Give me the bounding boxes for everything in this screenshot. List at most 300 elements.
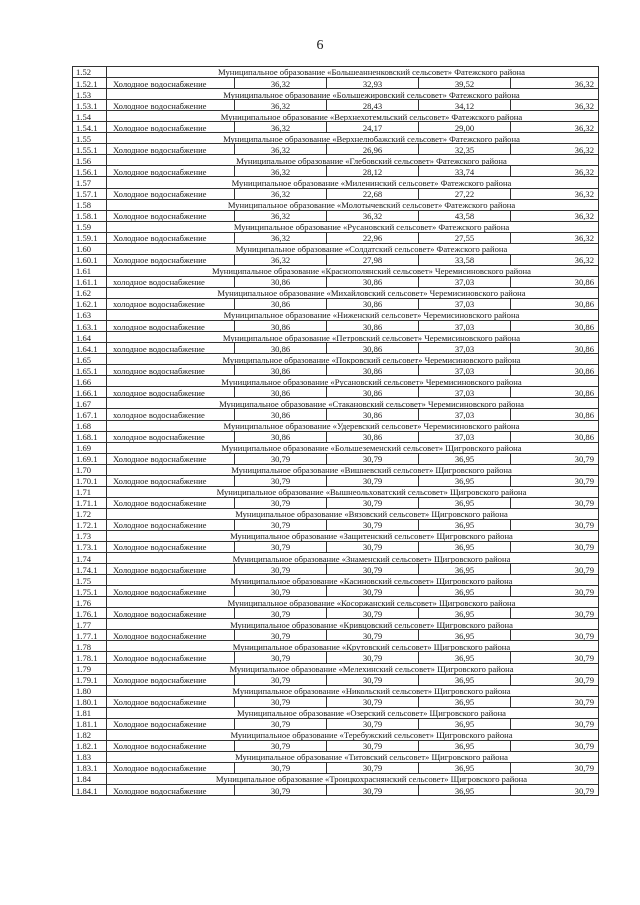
tariff-value: 36,32: [511, 232, 599, 243]
municipality-header-row: [73, 221, 599, 232]
service-label: Холодное водоснабжение: [107, 542, 235, 553]
municipality-title: Муниципальное образование «Стакановский сельсовет» Черемисиновского района: [107, 398, 599, 409]
tariff-value: 37,03: [419, 276, 511, 287]
tariff-value: 30,79: [511, 740, 599, 751]
tariff-value: 36,95: [419, 674, 511, 685]
tariff-value: 30,79: [327, 652, 419, 663]
section-number: 1.77: [73, 619, 107, 630]
service-label: Холодное водоснабжение: [107, 630, 235, 641]
municipality-header-row: [73, 597, 599, 608]
tariff-value: 30,79: [511, 542, 599, 553]
service-label: Холодное водоснабжение: [107, 453, 235, 464]
tariff-value: 36,95: [419, 652, 511, 663]
tariff-value: 30,79: [235, 785, 327, 796]
tariff-value: 30,86: [235, 365, 327, 376]
tariff-value: 30,79: [327, 718, 419, 729]
tariff-value: 30,79: [235, 674, 327, 685]
subsection-number: 1.76.1: [73, 608, 107, 619]
tariff-value: 32,93: [327, 78, 419, 89]
section-number: 1.52: [73, 67, 107, 78]
section-number: 1.80: [73, 685, 107, 696]
tariff-data-row: [73, 387, 599, 398]
tariff-data-row: [73, 762, 599, 773]
municipality-title: Муниципальное образование «Михайловский сельсовет» Черемисиновского района: [107, 287, 599, 298]
tariff-value: 30,79: [511, 497, 599, 508]
municipality-header-row: [73, 177, 599, 188]
tariff-value: 30,79: [327, 630, 419, 641]
tariff-value: 37,03: [419, 365, 511, 376]
service-label: Холодное водоснабжение: [107, 718, 235, 729]
municipality-title: Муниципальное образование «Мелехинский сельсовет» Щигровского района: [107, 663, 599, 674]
section-number: 1.79: [73, 663, 107, 674]
tariff-data-row: [73, 276, 599, 287]
tariff-value: 36,95: [419, 586, 511, 597]
tariff-value: 36,32: [511, 210, 599, 221]
tariff-value: 30,79: [235, 586, 327, 597]
section-number: 1.61: [73, 265, 107, 276]
tariff-value: 36,32: [235, 232, 327, 243]
tariff-value: 36,95: [419, 519, 511, 530]
tariff-value: 30,86: [235, 431, 327, 442]
tariff-data-row: [73, 740, 599, 751]
subsection-number: 1.57.1: [73, 188, 107, 199]
municipality-header-row: [73, 729, 599, 740]
tariff-data-row: [73, 453, 599, 464]
tariff-data-row: [73, 100, 599, 111]
service-label: Холодное водоснабжение: [107, 232, 235, 243]
municipality-header-row: [73, 486, 599, 497]
tariff-data-row: [73, 78, 599, 89]
tariff-value: 27,55: [419, 232, 511, 243]
service-label: Холодное водоснабжение: [107, 674, 235, 685]
service-label: Холодное водоснабжение: [107, 210, 235, 221]
service-label: холодное водоснабжение: [107, 409, 235, 420]
service-label: Холодное водоснабжение: [107, 122, 235, 133]
municipality-title: Муниципальное образование «Ниженский сельсовет» Черемисиновского района: [107, 310, 599, 321]
service-label: Холодное водоснабжение: [107, 188, 235, 199]
tariff-value: 30,79: [511, 718, 599, 729]
subsection-number: 1.84.1: [73, 785, 107, 796]
service-label: Холодное водоснабжение: [107, 762, 235, 773]
tariff-value: 28,12: [327, 166, 419, 177]
tariff-value: 36,95: [419, 718, 511, 729]
tariff-data-row: [73, 188, 599, 199]
municipality-header-row: [73, 575, 599, 586]
municipality-header-row: [73, 685, 599, 696]
tariff-data-row: [73, 652, 599, 663]
tariff-data-row: [73, 343, 599, 354]
service-label: Холодное водоснабжение: [107, 740, 235, 751]
municipality-header-row: [73, 111, 599, 122]
municipality-title: Муниципальное образование «Защитенский сельсовет» Щигровского района: [107, 530, 599, 541]
tariff-value: 30,86: [235, 343, 327, 354]
tariff-value: 30,79: [327, 608, 419, 619]
municipality-title: Муниципальное образование «Большеанненковский сельсовет» Фатежского района: [107, 67, 599, 78]
tariff-value: 30,79: [327, 762, 419, 773]
tariff-value: 36,32: [511, 254, 599, 265]
section-number: 1.78: [73, 641, 107, 652]
tariff-data-row: [73, 365, 599, 376]
tariff-value: 36,32: [235, 100, 327, 111]
tariff-value: 33,58: [419, 254, 511, 265]
tariff-value: 30,79: [327, 542, 419, 553]
municipality-header-row: [73, 641, 599, 652]
tariff-value: 30,79: [327, 519, 419, 530]
section-number: 1.56: [73, 155, 107, 166]
tariff-value: 30,79: [235, 497, 327, 508]
tariff-value: 30,79: [235, 564, 327, 575]
section-number: 1.70: [73, 464, 107, 475]
service-label: холодное водоснабжение: [107, 343, 235, 354]
municipality-title: Муниципальное образование «Глебовский сельсовет» Фатежского района: [107, 155, 599, 166]
service-label: Холодное водоснабжение: [107, 166, 235, 177]
tariff-value: 30,79: [511, 696, 599, 707]
tariff-value: 30,86: [511, 298, 599, 309]
tariff-data-row: [73, 497, 599, 508]
municipality-title: Муниципальное образование «Озерский сельсовет» Щигровского района: [107, 707, 599, 718]
tariff-value: 36,95: [419, 542, 511, 553]
municipality-header-row: [73, 442, 599, 453]
municipality-header-row: [73, 619, 599, 630]
tariff-value: 36,95: [419, 497, 511, 508]
service-label: холодное водоснабжение: [107, 365, 235, 376]
tariff-data-row: [73, 431, 599, 442]
municipality-header-row: [73, 774, 599, 785]
section-number: 1.72: [73, 508, 107, 519]
municipality-header-row: [73, 553, 599, 564]
tariff-data-row: [73, 785, 599, 796]
tariff-value: 30,79: [235, 740, 327, 751]
tariff-value: 27,98: [327, 254, 419, 265]
tariff-value: 30,79: [235, 696, 327, 707]
tariff-value: 36,95: [419, 762, 511, 773]
tariff-value: 22,96: [327, 232, 419, 243]
municipality-title: Муниципальное образование «Вышнеольховатский сельсовет» Щигровского района: [107, 486, 599, 497]
tariff-value: 30,79: [235, 608, 327, 619]
tariff-value: 30,86: [511, 431, 599, 442]
municipality-header-row: [73, 199, 599, 210]
subsection-number: 1.73.1: [73, 542, 107, 553]
tariff-value: 30,79: [235, 542, 327, 553]
municipality-title: Муниципальное образование «Троицкохраснянский сельсовет» Щигровского района: [107, 774, 599, 785]
tariff-data-row: [73, 542, 599, 553]
tariff-value: 32,35: [419, 144, 511, 155]
tariff-value: 29,00: [419, 122, 511, 133]
tariff-value: 37,03: [419, 343, 511, 354]
tariff-value: 36,32: [511, 188, 599, 199]
tariff-value: 36,32: [235, 122, 327, 133]
subsection-number: 1.61.1: [73, 276, 107, 287]
tariff-value: 36,95: [419, 475, 511, 486]
subsection-number: 1.81.1: [73, 718, 107, 729]
service-label: Холодное водоснабжение: [107, 696, 235, 707]
service-label: Холодное водоснабжение: [107, 564, 235, 575]
section-number: 1.82: [73, 729, 107, 740]
tariff-value: 30,79: [327, 740, 419, 751]
subsection-number: 1.69.1: [73, 453, 107, 464]
service-label: Холодное водоснабжение: [107, 608, 235, 619]
tariff-value: 30,79: [327, 696, 419, 707]
service-label: холодное водоснабжение: [107, 276, 235, 287]
tariff-data-row: [73, 564, 599, 575]
municipality-header-row: [73, 287, 599, 298]
subsection-number: 1.53.1: [73, 100, 107, 111]
service-label: Холодное водоснабжение: [107, 497, 235, 508]
tariff-value: 30,79: [511, 674, 599, 685]
municipality-header-row: [73, 265, 599, 276]
municipality-title: Муниципальное образование «Верхнелюбажский сельсовет» Фатежского района: [107, 133, 599, 144]
tariff-value: 30,86: [511, 276, 599, 287]
service-label: Холодное водоснабжение: [107, 100, 235, 111]
service-label: Холодное водоснабжение: [107, 586, 235, 597]
tariff-value: 36,32: [235, 166, 327, 177]
section-number: 1.81: [73, 707, 107, 718]
tariff-value: 37,03: [419, 409, 511, 420]
municipality-title: Муниципальное образование «Кривцовский сельсовет» Щигровского района: [107, 619, 599, 630]
municipality-header-row: [73, 155, 599, 166]
tariff-value: 30,86: [511, 387, 599, 398]
section-number: 1.68: [73, 420, 107, 431]
municipality-header-row: [73, 530, 599, 541]
tariff-value: 28,43: [327, 100, 419, 111]
section-number: 1.63: [73, 310, 107, 321]
subsection-number: 1.83.1: [73, 762, 107, 773]
subsection-number: 1.78.1: [73, 652, 107, 663]
tariff-value: 30,86: [511, 409, 599, 420]
tariff-value: 34,12: [419, 100, 511, 111]
tariff-value: 36,32: [235, 254, 327, 265]
section-number: 1.71: [73, 486, 107, 497]
tariff-value: 30,79: [235, 630, 327, 641]
municipality-header-row: [73, 243, 599, 254]
tariff-data-row: [73, 674, 599, 685]
tariff-value: 30,79: [235, 718, 327, 729]
municipality-title: Муниципальное образование «Русановский сельсовет» Фатежского района: [107, 221, 599, 232]
section-number: 1.54: [73, 111, 107, 122]
subsection-number: 1.71.1: [73, 497, 107, 508]
municipality-header-row: [73, 751, 599, 762]
section-number: 1.53: [73, 89, 107, 100]
municipality-title: Муниципальное образование «Вишневский сельсовет» Щигровского района: [107, 464, 599, 475]
tariff-value: 30,79: [327, 475, 419, 486]
subsection-number: 1.64.1: [73, 343, 107, 354]
municipality-title: Муниципальное образование «Краснополянский сельсовет» Черемисиновского района: [107, 265, 599, 276]
municipality-header-row: [73, 420, 599, 431]
section-number: 1.65: [73, 354, 107, 365]
section-number: 1.57: [73, 177, 107, 188]
subsection-number: 1.59.1: [73, 232, 107, 243]
section-number: 1.67: [73, 398, 107, 409]
tariff-value: 36,32: [511, 78, 599, 89]
subsection-number: 1.60.1: [73, 254, 107, 265]
tariff-data-row: [73, 586, 599, 597]
tariff-value: 36,32: [235, 188, 327, 199]
tariff-value: 36,32: [511, 166, 599, 177]
tariff-data-row: [73, 254, 599, 265]
section-number: 1.66: [73, 376, 107, 387]
tariff-value: 30,86: [327, 343, 419, 354]
municipality-title: Муниципальное образование «Петровский сельсовет» Черемисиновского района: [107, 332, 599, 343]
subsection-number: 1.79.1: [73, 674, 107, 685]
service-label: холодное водоснабжение: [107, 431, 235, 442]
tariff-value: 30,86: [327, 365, 419, 376]
tariff-value: 30,79: [511, 630, 599, 641]
municipality-title: Муниципальное образование «Титовский сельсовет» Щигровского района: [107, 751, 599, 762]
section-number: 1.76: [73, 597, 107, 608]
service-label: Холодное водоснабжение: [107, 144, 235, 155]
tariff-value: 30,79: [511, 608, 599, 619]
tariff-data-row: [73, 298, 599, 309]
section-number: 1.83: [73, 751, 107, 762]
section-number: 1.75: [73, 575, 107, 586]
subsection-number: 1.68.1: [73, 431, 107, 442]
tariff-value: 30,79: [511, 564, 599, 575]
municipality-header-row: [73, 354, 599, 365]
tariff-data-row: [73, 696, 599, 707]
tariff-value: 37,03: [419, 298, 511, 309]
tariff-value: 30,86: [511, 343, 599, 354]
tariff-data-row: [73, 321, 599, 332]
municipality-header-row: [73, 464, 599, 475]
tariff-value: 33,74: [419, 166, 511, 177]
municipality-title: Муниципальное образование «Касиновский сельсовет» Щигровского района: [107, 575, 599, 586]
tariff-value: 30,86: [327, 431, 419, 442]
tariff-value: 36,32: [235, 78, 327, 89]
tariff-value: 30,86: [235, 387, 327, 398]
tariff-data-row: [73, 519, 599, 530]
subsection-number: 1.65.1: [73, 365, 107, 376]
subsection-number: 1.74.1: [73, 564, 107, 575]
tariff-value: 30,86: [511, 365, 599, 376]
tariff-value: 30,79: [511, 519, 599, 530]
tariff-value: 36,95: [419, 740, 511, 751]
subsection-number: 1.62.1: [73, 298, 107, 309]
service-label: Холодное водоснабжение: [107, 254, 235, 265]
tariff-value: 30,86: [235, 409, 327, 420]
municipality-header-row: [73, 332, 599, 343]
tariff-value: 30,86: [235, 298, 327, 309]
tariff-value: 36,32: [235, 210, 327, 221]
service-label: Холодное водоснабжение: [107, 475, 235, 486]
municipality-header-row: [73, 89, 599, 100]
section-number: 1.59: [73, 221, 107, 232]
municipality-title: Муниципальное образование «Знаменский сельсовет» Щигровского района: [107, 553, 599, 564]
subsection-number: 1.77.1: [73, 630, 107, 641]
municipality-title: Муниципальное образование «Косоржанский сельсовет» Щигровского района: [107, 597, 599, 608]
tariff-value: 30,86: [511, 321, 599, 332]
subsection-number: 1.66.1: [73, 387, 107, 398]
tariff-table-body: [73, 67, 599, 796]
tariff-data-row: [73, 210, 599, 221]
tariff-value: 36,95: [419, 564, 511, 575]
tariff-value: 37,03: [419, 387, 511, 398]
subsection-number: 1.52.1: [73, 78, 107, 89]
tariff-value: 37,03: [419, 431, 511, 442]
section-number: 1.84: [73, 774, 107, 785]
tariff-value: 30,79: [327, 785, 419, 796]
municipality-title: Муниципальное образование «Никольский сельсовет» Щигровского района: [107, 685, 599, 696]
tariff-value: 30,86: [235, 321, 327, 332]
tariff-value: 30,79: [511, 453, 599, 464]
tariff-value: 30,86: [235, 276, 327, 287]
tariff-value: 30,86: [327, 409, 419, 420]
subsection-number: 1.82.1: [73, 740, 107, 751]
subsection-number: 1.54.1: [73, 122, 107, 133]
tariff-value: 36,95: [419, 696, 511, 707]
service-label: Холодное водоснабжение: [107, 785, 235, 796]
tariff-value: 30,79: [327, 674, 419, 685]
tariff-value: 30,79: [511, 785, 599, 796]
municipality-header-row: [73, 707, 599, 718]
tariff-value: 30,79: [511, 586, 599, 597]
municipality-title: Муниципальное образование «Большежировский сельсовет» Фатежского района: [107, 89, 599, 100]
tariff-value: 36,32: [235, 144, 327, 155]
municipality-header-row: [73, 398, 599, 409]
subsection-number: 1.63.1: [73, 321, 107, 332]
municipality-title: Муниципальное образование «Молотычевский сельсовет» Фатежского района: [107, 199, 599, 210]
tariff-data-row: [73, 166, 599, 177]
municipality-title: Муниципальное образование «Крутовский сельсовет» Щигровского района: [107, 641, 599, 652]
tariff-data-row: [73, 232, 599, 243]
tariff-data-row: [73, 475, 599, 486]
section-number: 1.73: [73, 530, 107, 541]
tariff-value: 39,52: [419, 78, 511, 89]
tariff-value: 30,79: [235, 652, 327, 663]
tariff-value: 30,79: [327, 586, 419, 597]
tariff-data-row: [73, 122, 599, 133]
subsection-number: 1.58.1: [73, 210, 107, 221]
section-number: 1.58: [73, 199, 107, 210]
tariff-value: 36,95: [419, 785, 511, 796]
tariff-value: 30,86: [327, 276, 419, 287]
municipality-title: Муниципальное образование «Вязовский сельсовет» Щигровского района: [107, 508, 599, 519]
tariff-value: 36,95: [419, 608, 511, 619]
tariff-value: 30,79: [327, 453, 419, 464]
tariff-data-row: [73, 144, 599, 155]
tariff-data-row: [73, 608, 599, 619]
tariff-value: 36,32: [511, 122, 599, 133]
subsection-number: 1.72.1: [73, 519, 107, 530]
tariff-value: 30,79: [235, 762, 327, 773]
tariff-value: 36,32: [511, 144, 599, 155]
subsection-number: 1.55.1: [73, 144, 107, 155]
tariff-value: 30,79: [327, 564, 419, 575]
tariff-value: 36,32: [511, 100, 599, 111]
tariff-value: 30,79: [511, 762, 599, 773]
tariff-value: 22,68: [327, 188, 419, 199]
municipality-title: Муниципальное образование «Покровский сельсовет» Черемисиновского района: [107, 354, 599, 365]
tariff-value: 30,86: [327, 387, 419, 398]
tariff-value: 37,03: [419, 321, 511, 332]
municipality-title: Муниципальное образование «Миленинский сельсовет» Фатежского района: [107, 177, 599, 188]
municipality-title: Муниципальное образование «Солдатский сельсовет» Фатежского района: [107, 243, 599, 254]
section-number: 1.55: [73, 133, 107, 144]
tariff-data-row: [73, 718, 599, 729]
service-label: Холодное водоснабжение: [107, 78, 235, 89]
tariff-value: 30,79: [511, 475, 599, 486]
subsection-number: 1.75.1: [73, 586, 107, 597]
tariff-value: 30,86: [327, 321, 419, 332]
municipality-header-row: [73, 508, 599, 519]
subsection-number: 1.67.1: [73, 409, 107, 420]
tariff-value: 30,79: [235, 519, 327, 530]
tariff-value: 26,96: [327, 144, 419, 155]
municipality-title: Муниципальное образование «Верхнехотемльский сельсовет» Фатежского района: [107, 111, 599, 122]
page-number: 6: [316, 38, 324, 53]
municipality-title: Муниципальное образование «Большеземенский сельсовет» Щигровского района: [107, 442, 599, 453]
service-label: Холодное водоснабжение: [107, 652, 235, 663]
municipality-header-row: [73, 67, 599, 78]
